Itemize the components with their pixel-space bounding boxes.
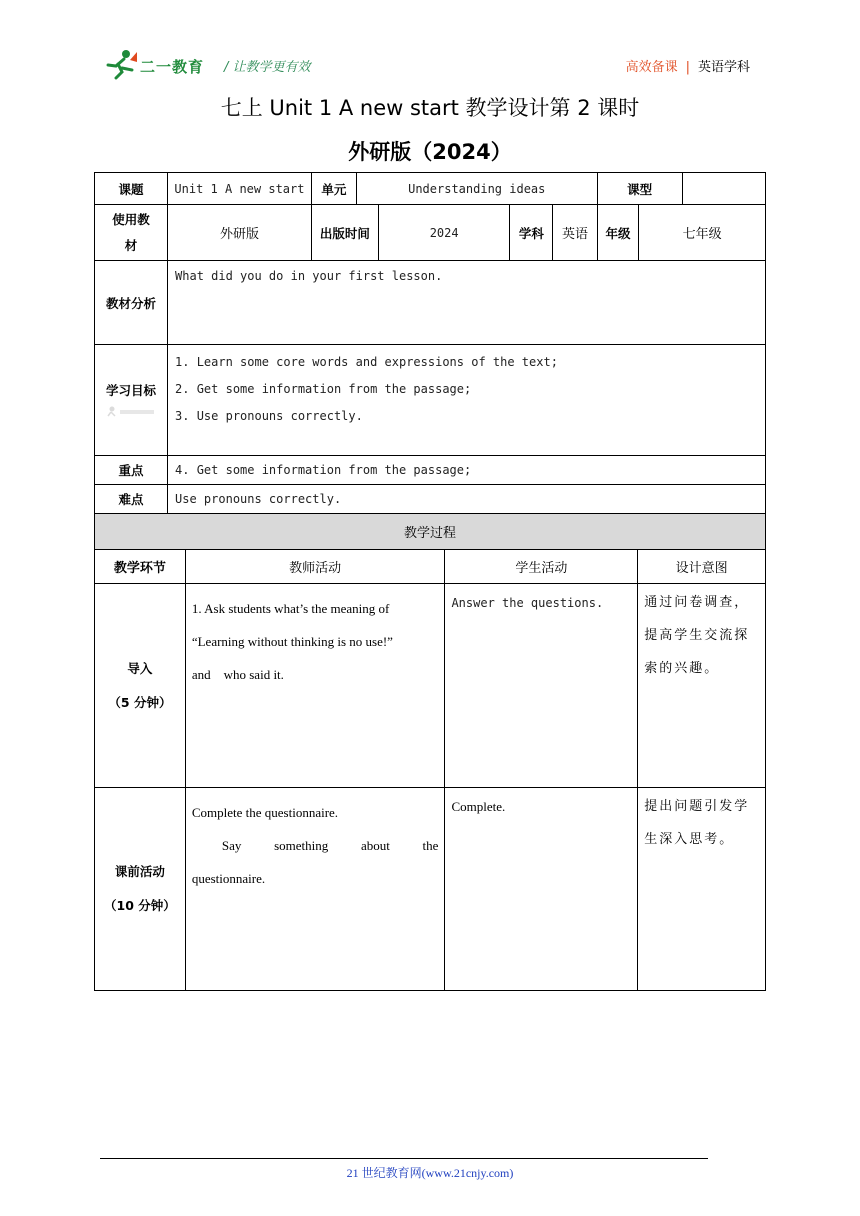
pubtime-value: 2024 <box>378 205 510 261</box>
student-activity-cell: Complete. <box>445 788 638 991</box>
page-title: 七上 Unit 1 A new start 教学设计第 2 课时 <box>220 96 640 120</box>
teacher-activity-line: “Learning without thinking is no use!” <box>191 634 393 649</box>
column-header-teacher: 教师活动 <box>185 550 445 584</box>
difficulty-value: Use pronouns correctly. <box>168 485 766 514</box>
textbook-value: 外研版 <box>168 205 312 261</box>
table-row <box>95 788 766 991</box>
analysis-label: 教材分析 <box>95 261 168 345</box>
key-value: 4. Get some information from the passage; <box>168 456 766 485</box>
lesson-info-table <box>94 172 766 514</box>
teacher-activity-line: Say something about the <box>221 838 439 853</box>
column-header-stage: 教学环节 <box>95 550 186 584</box>
column-header-student: 学生活动 <box>445 550 638 584</box>
topic-label: 课题 <box>95 173 168 205</box>
process-title: 教学过程 <box>95 514 766 550</box>
header-separator: | <box>685 60 690 75</box>
stage-duration: （10 分钟） <box>104 898 176 913</box>
page-subtitle: 外研版（2024） <box>348 140 512 164</box>
design-intent-cell: 提出问题引发学生深入思考。 <box>638 788 766 991</box>
slogan: / 让教学更有效 <box>224 60 311 75</box>
design-intent-cell: 通过问卷调查，提高学生交流探索的兴趣。 <box>638 584 766 788</box>
column-header-intent: 设计意图 <box>638 550 766 584</box>
textbook-label-line1: 使用教 <box>112 211 150 227</box>
type-value <box>682 173 765 205</box>
stage-name: 导入 <box>127 660 153 676</box>
subject-value: 英语 <box>553 205 598 261</box>
teaching-process-table <box>94 513 766 991</box>
header-label-subject: 英语学科 <box>697 60 750 75</box>
objectives-label: 学习目标 <box>106 383 157 398</box>
objective-item: 1. Learn some core words and expressions of the text; <box>175 355 558 369</box>
teacher-activity-line: questionnaire. <box>191 871 266 886</box>
objective-item: 3. Use pronouns correctly. <box>175 409 363 423</box>
stage-cell <box>95 788 186 991</box>
pubtime-label: 出版时间 <box>311 205 378 261</box>
teacher-activity-line: and who said it. <box>191 667 284 682</box>
grade-label: 年级 <box>597 205 639 261</box>
analysis-value: What did you do in your first lesson. <box>168 261 766 345</box>
teacher-activity-line: 1. Ask students what’s the meaning of <box>191 601 390 616</box>
topic-value: Unit 1 A new start <box>168 173 312 205</box>
textbook-label-line2: 材 <box>124 237 138 253</box>
table-row <box>95 584 766 788</box>
watermark-logo-icon <box>106 405 156 419</box>
footer-divider <box>100 1158 708 1159</box>
unit-value: Understanding ideas <box>356 173 597 205</box>
stage-cell <box>95 584 186 788</box>
teacher-activity-line: Complete the questionnaire. <box>191 805 339 820</box>
header-right <box>626 56 750 75</box>
type-label: 课型 <box>597 173 682 205</box>
stage-duration: （5 分钟） <box>108 694 172 710</box>
runner-logo-icon <box>104 48 138 80</box>
objective-item: 2. Get some information from the passage; <box>175 382 472 396</box>
subject-label: 学科 <box>510 205 553 261</box>
textbook-label <box>95 205 168 261</box>
page-header <box>104 46 750 82</box>
student-activity-cell: Answer the questions. <box>445 584 638 788</box>
logo-text: 二一教育 <box>140 58 205 76</box>
unit-label: 单元 <box>311 173 356 205</box>
header-label-prep: 高效备课 <box>625 60 678 75</box>
footer-link[interactable]: 21 世纪教育网(www.21cnjy.com) <box>346 1166 514 1180</box>
grade-value: 七年级 <box>639 205 766 261</box>
objectives-label-cell <box>95 345 168 456</box>
teacher-activity-cell <box>185 788 445 991</box>
objectives-list <box>168 345 766 456</box>
difficulty-label: 难点 <box>95 485 168 514</box>
stage-name: 课前活动 <box>114 864 165 879</box>
key-label: 重点 <box>95 456 168 485</box>
teacher-activity-cell <box>185 584 445 788</box>
